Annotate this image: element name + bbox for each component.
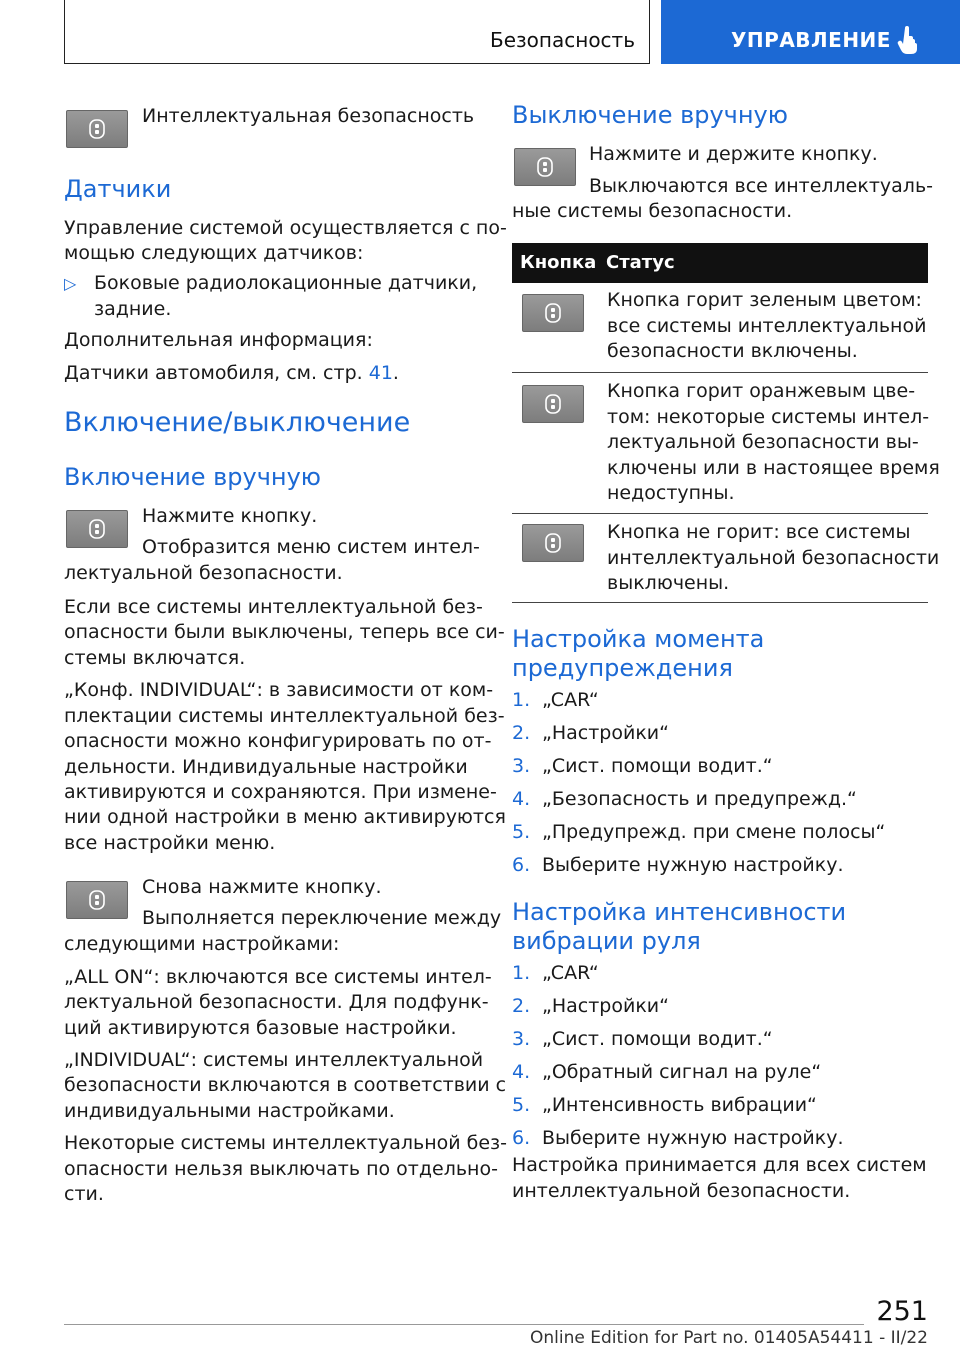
table-divider xyxy=(512,372,928,373)
conf-text-4: дельности. Индивидуальные настройки xyxy=(64,756,468,778)
sensors-text-2: мощью следующих датчиков: xyxy=(64,242,364,264)
safety-button-icon xyxy=(88,118,106,140)
onoff-heading: Включение/выключение xyxy=(64,407,411,438)
individual-text-3: индивидуальными настройками. xyxy=(64,1100,395,1122)
safety-button-image xyxy=(66,110,128,148)
header-chapter-box xyxy=(661,0,960,64)
table-button-image-off xyxy=(522,524,584,562)
table-button-image-green xyxy=(522,294,584,332)
press-text: Нажмите кнопку. xyxy=(142,505,318,527)
individual-text-1: „INDIVIDUAL“: системы интеллектуальной xyxy=(64,1049,484,1071)
row3-line3: выключены. xyxy=(607,572,730,594)
bullet-marker: ▷ xyxy=(64,274,77,293)
switch-text-2: следующими настройками: xyxy=(64,933,340,955)
manual-off-heading: Выключение вручную xyxy=(512,101,788,129)
safety-button-icon xyxy=(544,393,562,415)
conf-text-5: активируются и сохраняются. При измене- xyxy=(64,781,497,803)
switch-text-1: Выполняется переключение между xyxy=(142,907,502,929)
safety-button-icon xyxy=(88,518,106,540)
safety-button-icon xyxy=(544,302,562,324)
conf-text-2: плектации системы интеллектуальной без- xyxy=(64,705,505,727)
if-text-3: стемы включатся. xyxy=(64,647,246,669)
section-title: Безопасность xyxy=(490,28,635,52)
final-text-1: Настройка принимается для всех систем xyxy=(512,1154,927,1176)
table-button-image-orange xyxy=(522,385,584,423)
safety-button-icon xyxy=(88,889,106,911)
menu-text-1: Отобразится меню систем интел- xyxy=(142,536,480,558)
bullet-text-1: Боковые радиолокационные датчики, xyxy=(94,272,478,294)
row2-line3: лектуальной безопасности вы- xyxy=(607,431,919,453)
reference-line xyxy=(64,358,399,389)
if-text-2: опасности были выключены, теперь все си- xyxy=(64,621,505,643)
row1-line2: все системы интеллектуальной xyxy=(607,315,927,337)
row2-line2: том: некоторые системы интел- xyxy=(607,406,930,428)
reference-page-link[interactable]: 41 xyxy=(368,362,393,384)
chapter-title: УПРАВЛЕНИЕ xyxy=(731,28,891,52)
vib-steps-list: 1. „CAR“ 2. „Настройки“ 3. „Сист. помощи водит.“ 4. „Обратный сигнал на руле“ 5. „Интенсивность вибрации“ 6. Выберите нужную настройку. xyxy=(512,962,844,1149)
status-table-header xyxy=(512,243,928,283)
row3-line1: Кнопка не горит: все системы xyxy=(607,521,911,543)
conf-text-7: все настройки меню. xyxy=(64,832,276,854)
safety-button-icon xyxy=(544,532,562,554)
safety-button-icon xyxy=(536,156,554,178)
row2-line1: Кнопка горит оранжевым цве- xyxy=(607,380,916,402)
vib-heading-1: Настройка интенсивности xyxy=(512,898,847,926)
sensors-heading: Датчики xyxy=(64,175,172,203)
manual-on-heading: Включение вручную xyxy=(64,463,321,491)
row2-line5: недоступны. xyxy=(607,482,735,504)
row1-line1: Кнопка горит зеленым цветом: xyxy=(607,289,922,311)
if-text-1: Если все системы интеллектуальной без- xyxy=(64,596,483,618)
again-text: Снова нажмите кнопку. xyxy=(142,876,382,898)
hold-text: Нажмите и держите кнопку. xyxy=(589,143,878,165)
sensors-text-1: Управление системой осуществляется с по- xyxy=(64,217,507,239)
menu-text-2: лектуальной безопасности. xyxy=(64,562,343,584)
col-header-button: Кнопка xyxy=(520,252,597,273)
conf-text-3: опасности можно конфигурировать по от- xyxy=(64,730,492,752)
off-text-1: Выключаются все интеллектуаль- xyxy=(589,175,934,197)
off-text-2: ные системы безопасности. xyxy=(512,200,793,222)
edition-text: Online Edition for Part no. 01405A54411 - II/22 xyxy=(529,1328,928,1348)
bullet-text-2: задние. xyxy=(94,298,172,320)
individual-text-2: безопасности включаются в соответствии с xyxy=(64,1074,507,1096)
some-text-3: сти. xyxy=(64,1183,104,1205)
allon-text-3: ций активируются базовые настройки. xyxy=(64,1017,457,1039)
conf-text-1: „Конф. INDIVIDUAL“: в зависимости от ком- xyxy=(64,679,494,701)
row2-line4: ключены или в настоящее время xyxy=(607,457,940,479)
warn-heading-2: предупреждения xyxy=(512,654,733,682)
row3-line2: интеллектуальной безопасности xyxy=(607,547,940,569)
reference-text: Датчики автомобиля, см. стр. xyxy=(64,362,363,384)
hand-pointer-icon xyxy=(897,26,919,54)
page-number: 251 xyxy=(876,1296,928,1327)
safety-button-image xyxy=(66,510,128,548)
table-divider xyxy=(512,513,928,514)
header-section-box xyxy=(64,0,650,64)
table-bottom-border xyxy=(512,602,928,603)
conf-text-6: нии одной настройки в меню активируются xyxy=(64,806,506,828)
more-info-text: Дополнительная информация: xyxy=(64,329,373,351)
vib-heading-2: вибрации руля xyxy=(512,927,701,955)
some-text-1: Некоторые системы интеллектуальной без- xyxy=(64,1132,508,1154)
safety-button-image xyxy=(514,148,576,186)
safety-button-image xyxy=(66,881,128,919)
warn-heading-1: Настройка момента xyxy=(512,625,765,653)
final-text-2: интеллектуальной безопасности. xyxy=(512,1180,851,1202)
footer-divider xyxy=(64,1324,864,1325)
allon-text-1: „ALL ON“: включаются все системы интел- xyxy=(64,966,492,988)
row1-line3: безопасности включены. xyxy=(607,340,858,362)
intro-text: Интеллектуальная безопасность xyxy=(142,105,475,127)
col-header-status: Статус xyxy=(606,252,675,273)
warn-steps-list: 1. „CAR“ 2. „Настройки“ 3. „Сист. помощи водит.“ 4. „Безопасность и предупрежд.“ 5. „Предупрежд. при смене полосы“ 6. Выберите нужную настройку. xyxy=(512,689,886,876)
allon-text-2: лектуальной безопасности. Для подфунк- xyxy=(64,991,489,1013)
some-text-2: опасности нельзя выключать по отдельно- xyxy=(64,1158,498,1180)
reference-dot: . xyxy=(392,362,399,384)
